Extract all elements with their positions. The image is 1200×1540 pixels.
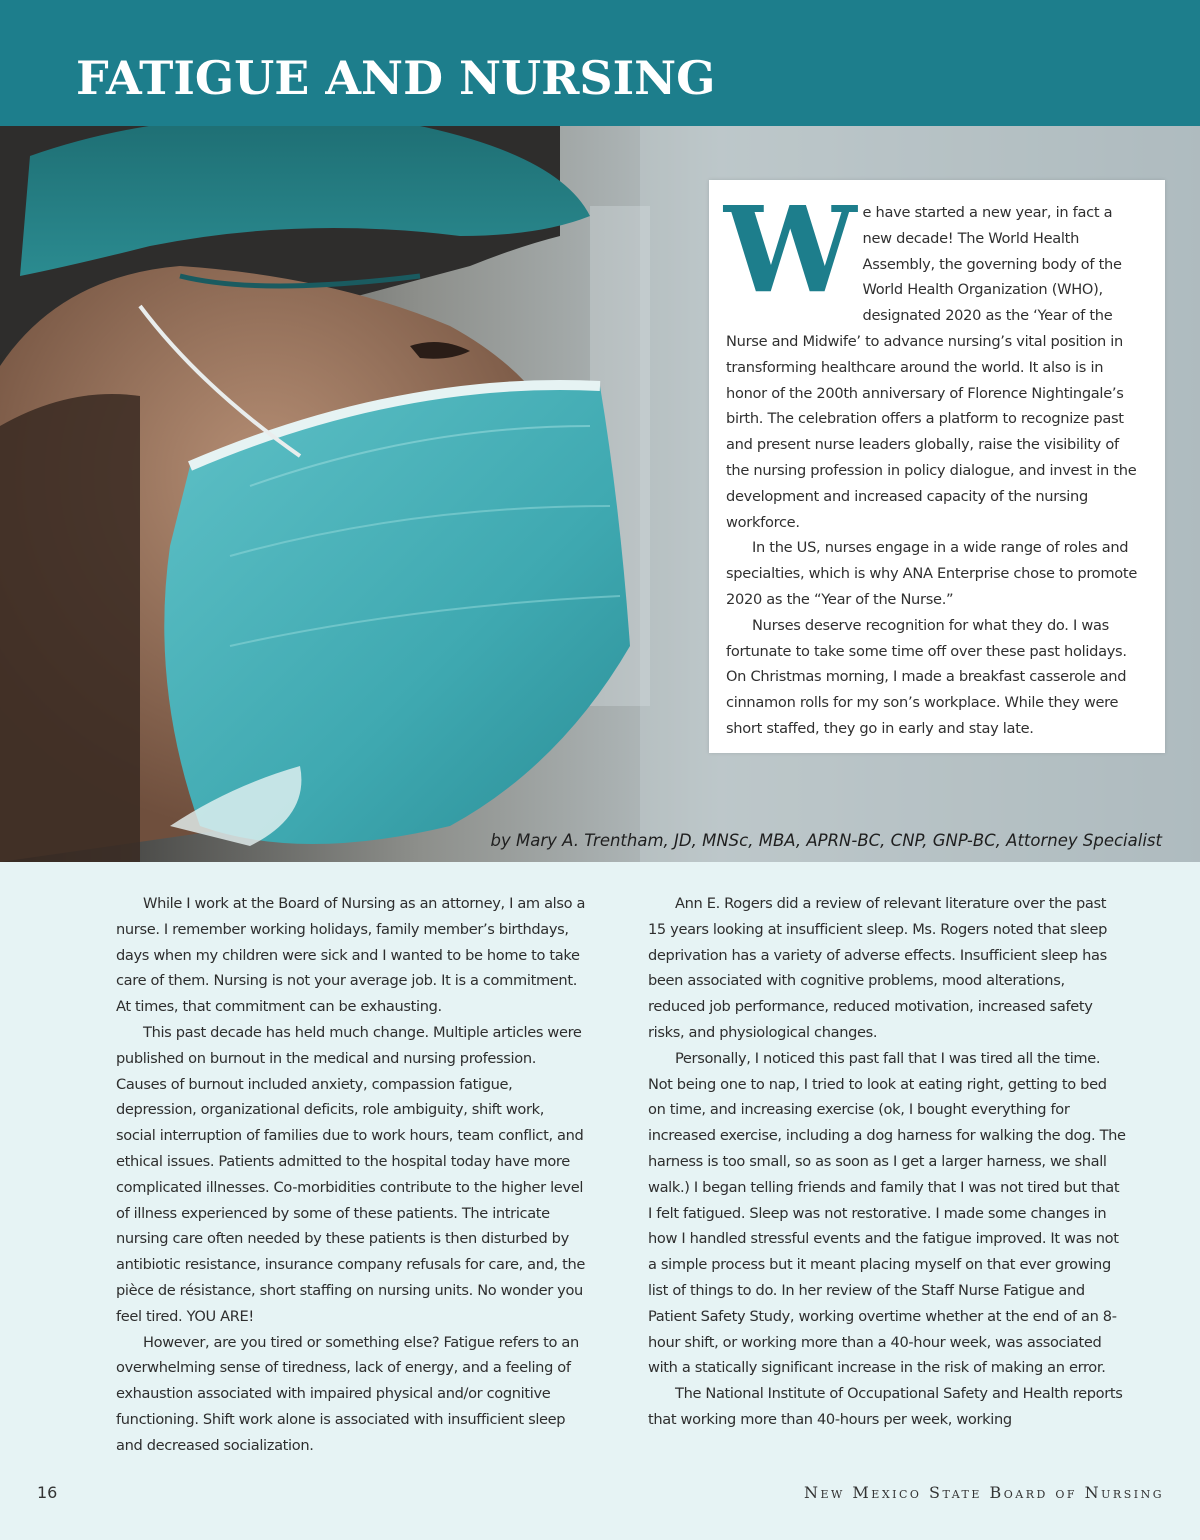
body-column-left (116, 891, 586, 1459)
body-paragraph: Personally, I noticed this past fall that I was tired all the time. Not being one to nap, I tried to look at eating right, getting to bed on time, and increasing exercise (ok, I bought everything for increased exercise, including a dog harness for walking the dog. The harness is too small, so as soon as I get a larger harness, we shall walk.) I began telling friends and family that I was not tired but that I felt fatigued. Sleep was not restorative. I made some changes in how I handled stressful events and the fatigue improved. It was not a simple process but it meant placing myself on that ever growing list of things to do. In her review of the Staff Nurse Fatigue and Patient Safety Study, working overtime whether at the end of an 8-hour shift, or working more than a 40-hour week, was associated with a statically significant increase in the risk of making an error. (648, 1049, 1126, 1377)
publication-name: New Mexico State Board of Nursing (803, 1483, 1164, 1502)
intro-box (709, 180, 1165, 753)
header-bar (0, 0, 1200, 126)
intro-paragraph: Nurses deserve recognition for what they do. I was fortunate to take some time off over these past holidays. On Christmas morning, I made a breakfast casserole and cinnamon rolls for my son’s workplace. While they were short staffed, they go in early and stay late. (726, 616, 1127, 737)
page-number: 16 (37, 1483, 58, 1502)
body-paragraph: Ann E. Rogers did a review of relevant literature over the past 15 years looking at insufficient sleep. Ms. Rogers noted that sleep deprivation has a variety of adverse effects. Insufficient sleep has been associated with cognitive problems, mood alterations, reduced job performance, reduced motivation, increased safety risks, and physiological changes. (648, 895, 1108, 1041)
body-paragraph: While I work at the Board of Nursing as an attorney, I am also a nurse. I remember working holidays, family member’s birthdays, days when my children were sick and I wanted to be home to take care of them. Nursing is not your average job. It is a commitment. At times, that commitment can be exhausting. (116, 895, 586, 1016)
article-title: FATIGUE AND NURSING (76, 51, 716, 105)
author-byline: by Mary A. Trentham, JD, MNSc, MBA, APRN-BC, CNP, GNP-BC, Attorney Specialist (490, 831, 1162, 850)
body-paragraph: This past decade has held much change. Multiple articles were published on burnout in the medical and nursing profession. Causes of burnout included anxiety, compassion fatigue, depression, organizational deficits, role ambiguity, shift work, social interruption of families due to work hours, team conflict, and ethical issues. Patients admitted to the hospital today have more complicated illnesses. Co-morbidities contribute to the higher level of illness experienced by some of these patients. The intricate nursing care often needed by these patients is then disturbed by antibiotic resistance, insurance company refusals for care, and, the pièce de résistance, short staffing on nursing units. No wonder you feel tired. YOU ARE! (116, 1023, 586, 1325)
intro-paragraph: e have started a new year, in fact a new decade! The World Health Assembly, the governing body of the World Health Organization (WHO), designated 2020 as the ‘Year of the Nurse and Midwife’ to advance nursing’s vital position in transforming healthcare around the world. It also is in honor of the 200th anniversary of Florence Nightingale’s birth. The celebration offers a platform to recognize past and present nurse leaders globally, raise the visibility of the nursing profession in policy dialogue, and invest in the development and increased capacity of the nursing workforce. (726, 204, 1137, 531)
body-paragraph: However, are you tired or something else? Fatigue refers to an overwhelming sense of tiredness, lack of energy, and a feeling of exhaustion associated with impaired physical and/or cognitive functioning. Shift work alone is associated with insufficient sleep and decreased socialization. (116, 1333, 579, 1454)
intro-paragraph: In the US, nurses engage in a wide range of roles and specialties, which is why ANA Enterprise chose to promote 2020 as the “Year of the Nurse.” (726, 539, 1138, 608)
body-column-right (648, 891, 1126, 1433)
body-paragraph: The National Institute of Occupational Safety and Health reports that working more than 40-hours per week, working (648, 1385, 1123, 1428)
dropcap: W (724, 180, 857, 319)
